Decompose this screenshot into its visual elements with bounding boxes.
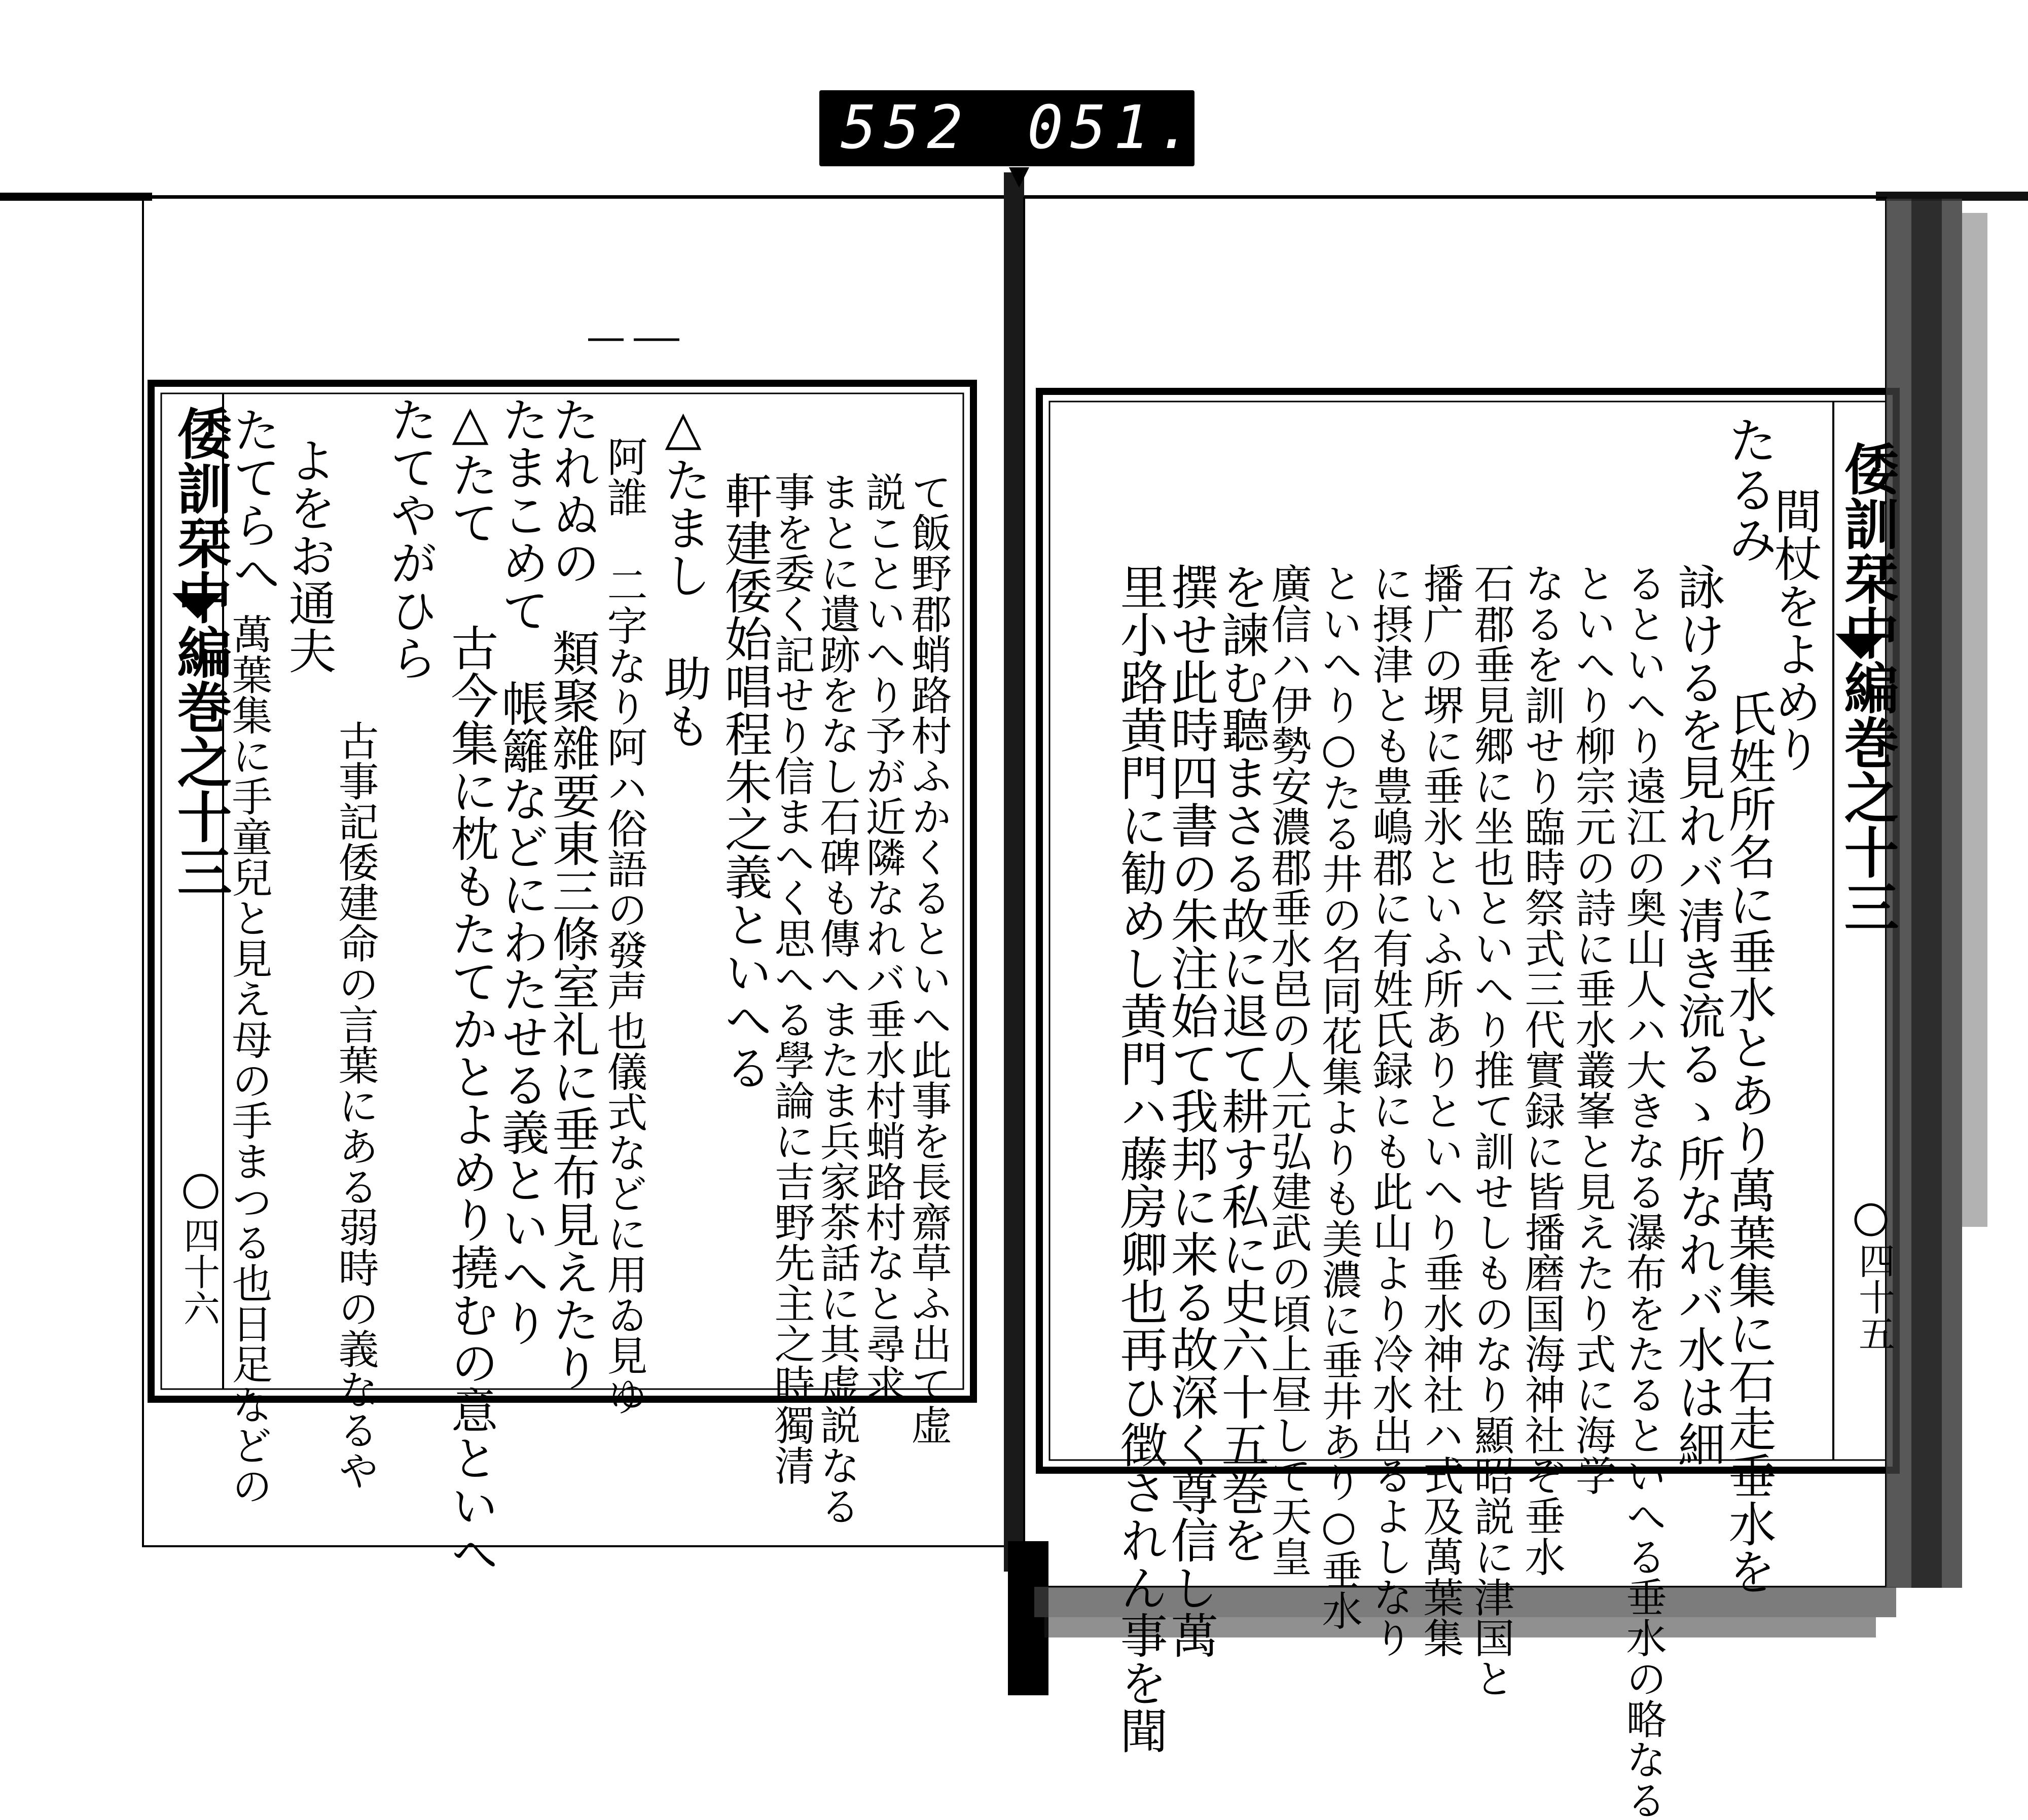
right-col-1: たるみ [1720, 415, 1778, 564]
left-col-15: 古事記倭建命の言葉にある弱時の義なるや [332, 720, 379, 1490]
left-col-7: 阿誰 二字なり阿ハ俗語の發声也儀式などに用ゐ見ゆ [600, 436, 647, 1416]
right-col-7: なるを訓せり臨時祭式三代實録に皆播磨国海神社ぞ垂水 [1518, 563, 1565, 1577]
left-col-4: 事を委く記せり信まへく思へる學論に吉野先主之時獨清 [768, 471, 815, 1485]
right-col-12: 廣信ハ伊勢安濃郡垂水邑の人元弘建武の頃上昼して天皇 [1264, 563, 1312, 1577]
left-col-18: 萬葉集に手童兒と見え母の手まつる也日足などの [225, 613, 272, 1506]
catalog-number-right: 051. [1027, 92, 1200, 162]
left-col-6: △たまし 助も [656, 401, 711, 749]
right-col-10: に摂津とも豊嶋郡に有姓氏録にも此山より冷水出るよしなり [1366, 563, 1413, 1658]
right-col-6: といへり柳宗元の詩に垂水叢峯と見えたり式に海学 [1569, 563, 1616, 1496]
left-page-number: 四十六 [177, 1217, 220, 1326]
left-col-17: たてらへ [225, 406, 280, 596]
right-col-5: るといへり遠江の奥山人ハ大きなる瀑布をたるといへる垂水の略なる [1619, 563, 1667, 1820]
left-col-13: 古今集に枕もたてかとよめり撓むの意といへ [443, 624, 498, 1577]
left-page-header: 倭訓栞中編巻之十三 [168, 406, 232, 898]
left-col-5: 軒建倭始唱程朱之義といへる [716, 471, 772, 1091]
right-col-15: 里小路黄門に勧めし黄門ハ藤房卿也再ひ徴されん事を聞 [1112, 563, 1167, 1754]
right-col-14: 撰せ此時四書の朱注始て我邦に来る故深く尊信し萬 [1163, 563, 1218, 1659]
right-col-13: を諫む聽まさる故に退て耕す私に史六十五巻を [1213, 563, 1269, 1563]
left-col-9: たまこめて [493, 395, 549, 634]
right-page-header: 倭訓栞中編巻之十三 [1835, 441, 1899, 934]
right-col-3: 氏姓所名に垂水とあり萬葉集に石走垂水を [1720, 689, 1776, 1595]
right-col-11: といへり○たる井の名同花集よりも美濃に垂井あり○垂水 [1315, 563, 1362, 1630]
right-page-number: 四十五 [1853, 1242, 1895, 1352]
left-col-10: 類聚雜要東三條室礼に垂布見えたり [544, 629, 599, 1391]
left-col-8: たれぬの [544, 395, 599, 586]
right-col-2: 間杖をよめり [1766, 487, 1821, 773]
catalog-number-left: 552 [841, 92, 970, 162]
left-col-1: て飯野郡蛸路村ふかくるといへ此事を長齋草ふ出て虚 [904, 471, 952, 1445]
right-col-8: 石郡垂見郷に坐也といへり推て訓せしものなり顯昭説に津国と [1467, 563, 1514, 1698]
left-col-14: たてやがひら [382, 395, 437, 681]
right-col-4: 詠けるを見れバ清き流るゝ所なれバ水は細 [1670, 563, 1725, 1468]
left-col-3: まとに遺跡をなし石碑も傳へまたま兵家茶話に其虚説なる [813, 471, 860, 1526]
left-col-2: 説こといへり予が近隣なれバ垂水村蛸路村なと尋求 [859, 471, 906, 1404]
left-col-16: よをお通夫 [280, 436, 336, 674]
catalog-number-plate [819, 90, 1200, 166]
left-col-12: △たて [443, 395, 498, 546]
right-col-9: 播广の堺に垂氷といふ所ありといへり垂水神社ハ式及萬葉集 [1417, 563, 1464, 1658]
left-col-11: 帳籬などにわたせる義といへり [493, 679, 549, 1346]
